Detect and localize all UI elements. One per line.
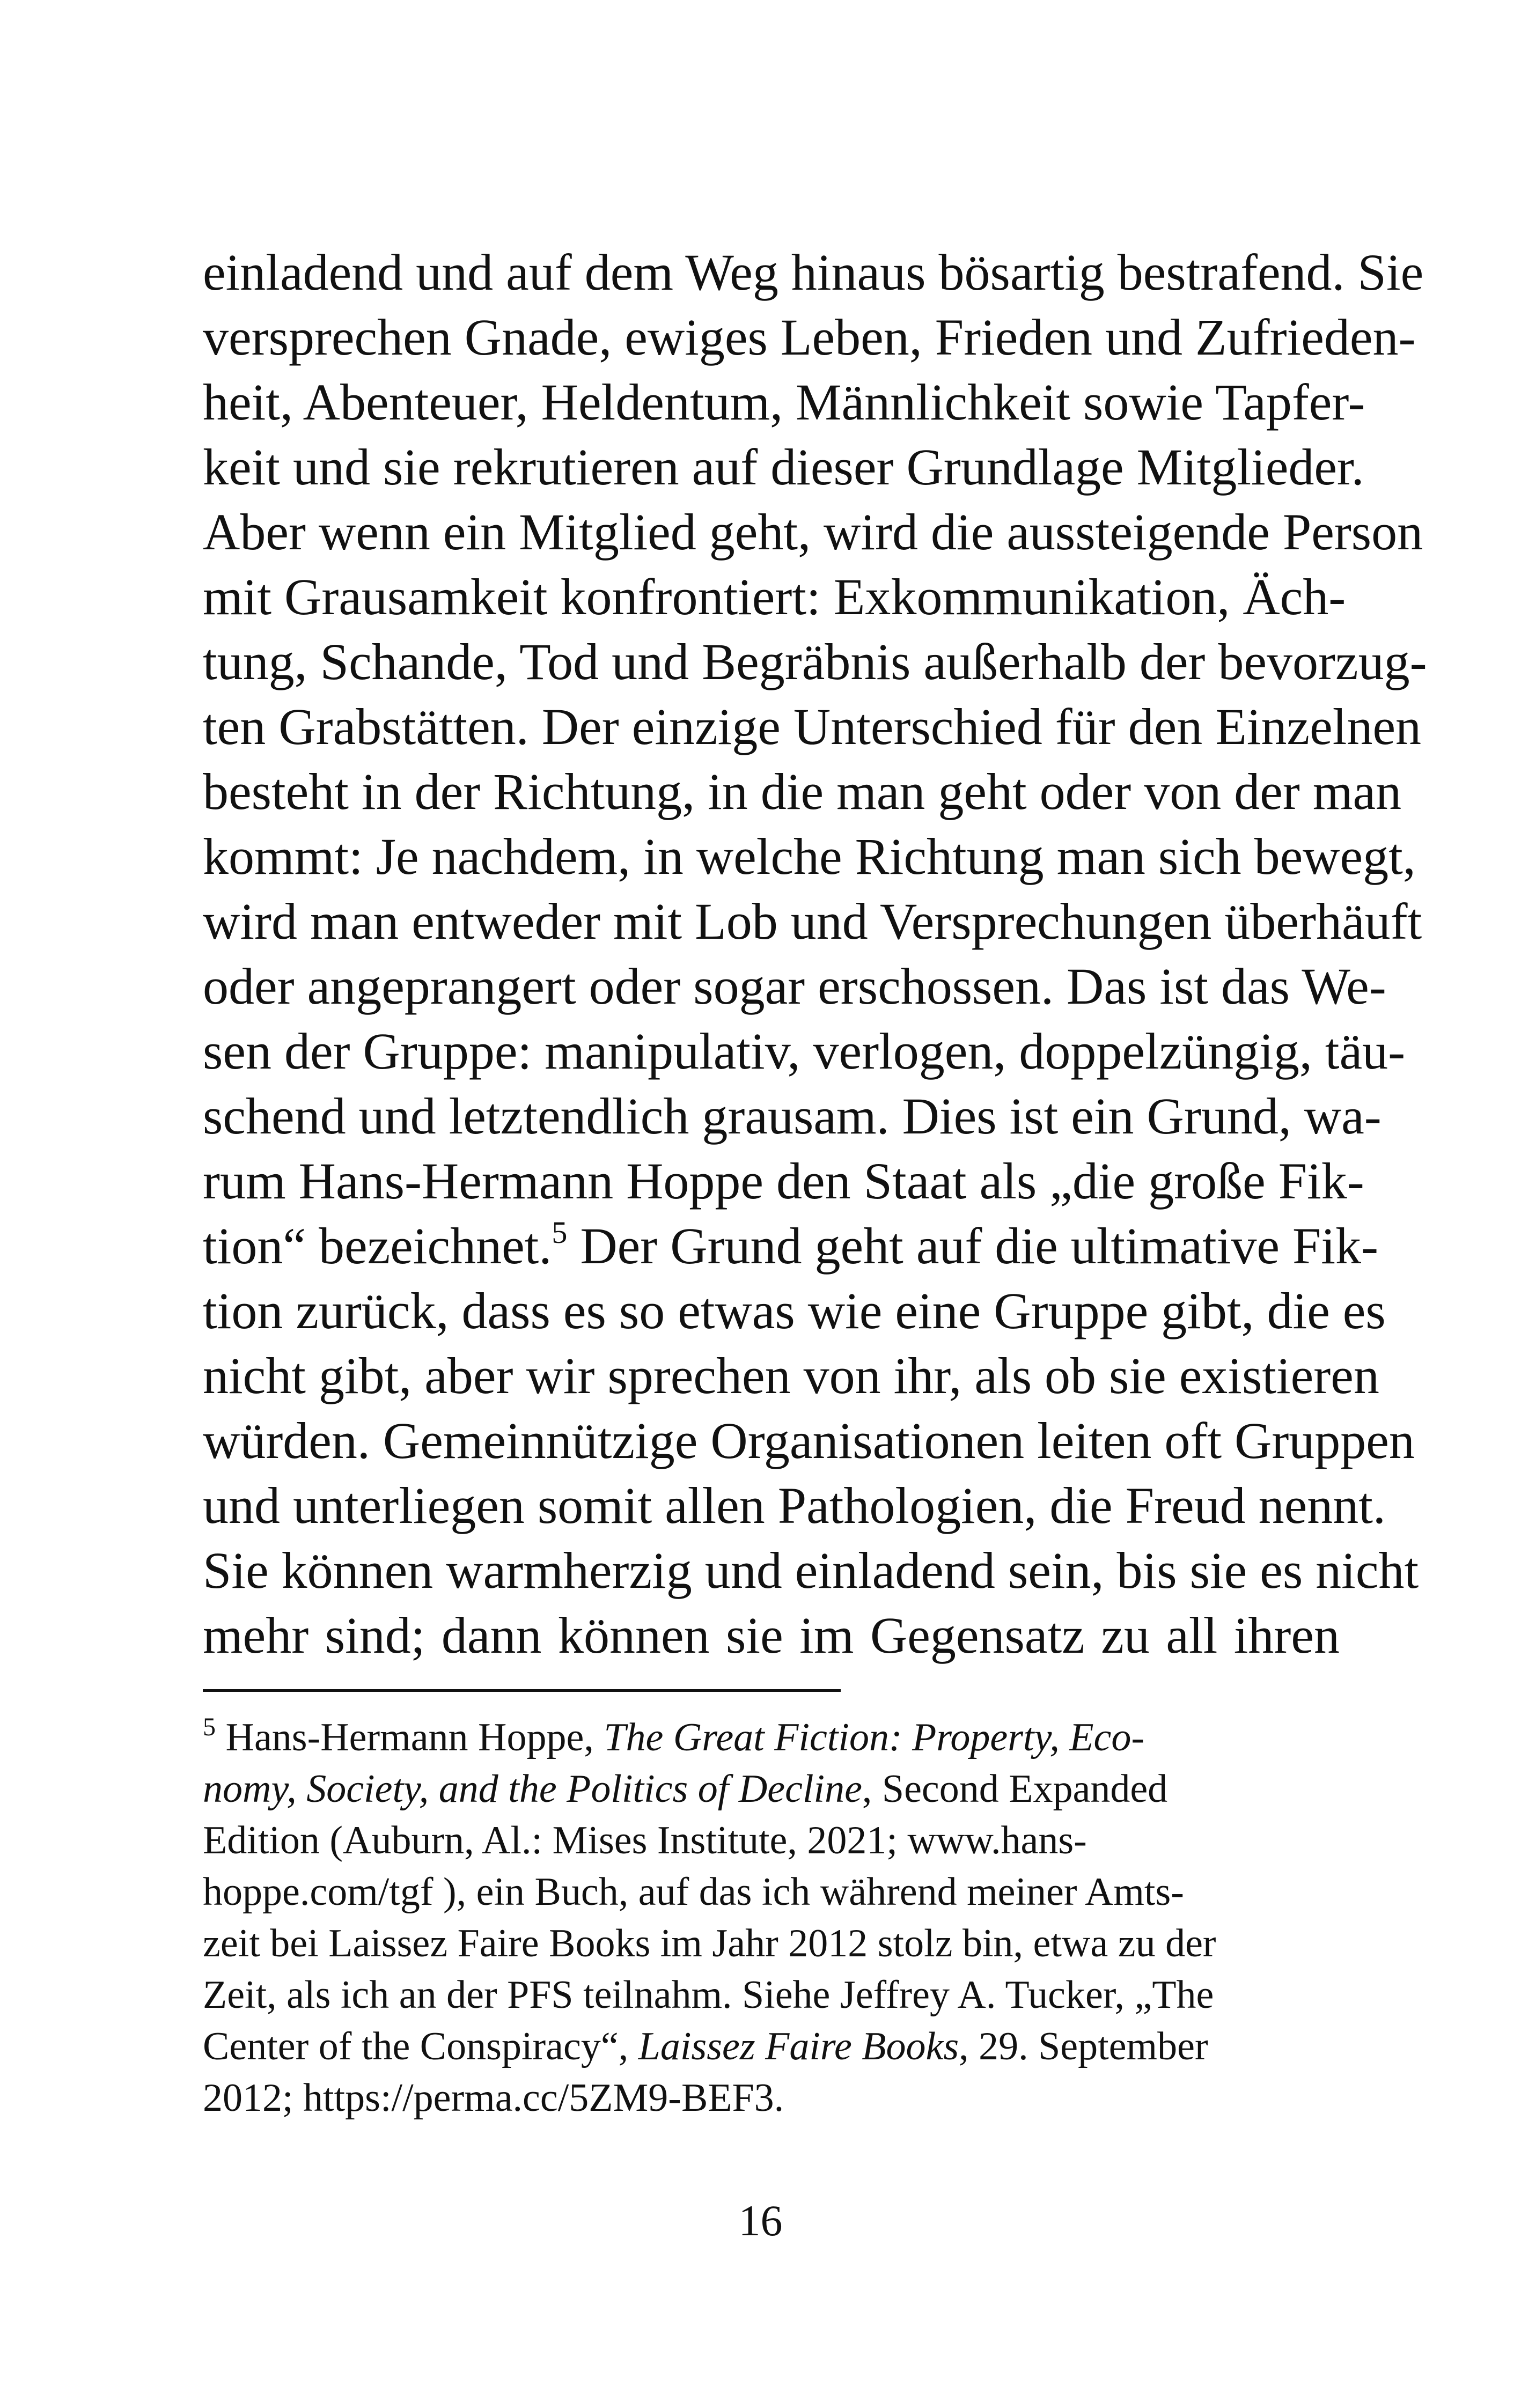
line-text: Der Grund geht auf die ultimative Fik-: [567, 1217, 1378, 1275]
footnote-line: [203, 2023, 1208, 2070]
body-line: heit, Abenteuer, Heldentum, Männlichkeit sowie Tapfer-: [203, 373, 1365, 431]
line-text: tion“ bezeichnet.: [203, 1217, 552, 1275]
body-line: würden. Gemeinnützige Organisationen leiten oft Gruppen: [203, 1412, 1415, 1469]
body-line: und unterliegen somit allen Pathologien, die Freud nennt.: [203, 1477, 1386, 1534]
footnote-title: nomy, Society, and the Politics of Decline: [203, 1767, 862, 1811]
body-line: tion zurück, dass es so etwas wie eine Gruppe gibt, die es: [203, 1282, 1386, 1339]
body-line: tung, Schande, Tod und Begräbnis außerhalb der bevorzug-: [203, 633, 1427, 690]
body-line: nicht gibt, aber wir sprechen von ihr, als ob sie existieren: [203, 1347, 1379, 1404]
body-line: schend und letztendlich grausam. Dies ist ein Grund, wa-: [203, 1087, 1382, 1145]
body-line: keit und sie rekrutieren auf dieser Grundlage Mitglieder.: [203, 438, 1364, 496]
footnote-text: , Second Expanded: [862, 1767, 1168, 1811]
body-line-with-footnote-ref: [203, 1215, 1378, 1277]
footnote-publication: Laissez Faire Books: [638, 2024, 959, 2068]
page-number: 16: [738, 2196, 783, 2245]
footnote-line: [203, 1765, 1167, 1813]
body-line: oder angeprangert oder sogar erschossen. Das ist das We-: [203, 958, 1386, 1015]
footnote-line: 2012; https://perma.cc/5ZM9-BEF3.: [203, 2076, 784, 2120]
footnote-line: zeit bei Laissez Faire Books im Jahr 2012 stolz bin, etwa zu der: [203, 1921, 1216, 1965]
footnote-reference[interactable]: 5: [552, 1215, 568, 1250]
footnote-line: Edition (Auburn, Al.: Mises Institute, 2021; www.hans-: [203, 1818, 1087, 1862]
body-line: versprechen Gnade, ewiges Leben, Frieden und Zufrieden-: [203, 308, 1416, 366]
body-line: kommt: Je nachdem, in welche Richtung man sich bewegt,: [203, 828, 1416, 885]
footnote-separator: [203, 1689, 841, 1692]
footnote-title: The Great Fiction: Property, Eco-: [604, 1715, 1145, 1759]
body-line: sen der Gruppe: manipulativ, verlogen, doppelzüngig, täu-: [203, 1022, 1406, 1080]
body-line: einladend und auf dem Weg hinaus bösartig bestrafend. Sie: [203, 244, 1424, 301]
footnote-text: , 29. September: [959, 2024, 1208, 2068]
footnote-line: [203, 1714, 1144, 1761]
body-line: wird man entweder mit Lob und Versprechungen überhäuft: [203, 893, 1422, 950]
footnote-number: 5: [203, 1713, 216, 1741]
body-line: Sie können warmherzig und einladend sein, bis sie es nicht: [203, 1542, 1419, 1599]
body-line: besteht in der Richtung, in die man geht oder von der man: [203, 763, 1402, 820]
body-line: ten Grabstätten. Der einzige Unterschied für den Einzelnen: [203, 698, 1422, 755]
footnote-text: Hans-Hermann Hoppe,: [216, 1715, 604, 1759]
footnote-line: Zeit, als ich an der PFS teilnahm. Siehe Jeffrey A. Tucker, „The: [203, 1973, 1214, 2017]
body-line: mit Grausamkeit konfrontiert: Exkommunikation, Äch-: [203, 568, 1346, 625]
body-line: mehr sind; dann können sie im Gegensatz zu all ihren: [203, 1607, 1340, 1664]
footnote-line: hoppe.com/tgf ), ein Buch, auf das ich während meiner Amts-: [203, 1870, 1184, 1914]
body-line: Aber wenn ein Mitglied geht, wird die aussteigende Person: [203, 503, 1423, 561]
body-line: rum Hans-Hermann Hoppe den Staat als „die große Fik-: [203, 1152, 1364, 1210]
footnote-text: Center of the Conspiracy“,: [203, 2024, 638, 2068]
